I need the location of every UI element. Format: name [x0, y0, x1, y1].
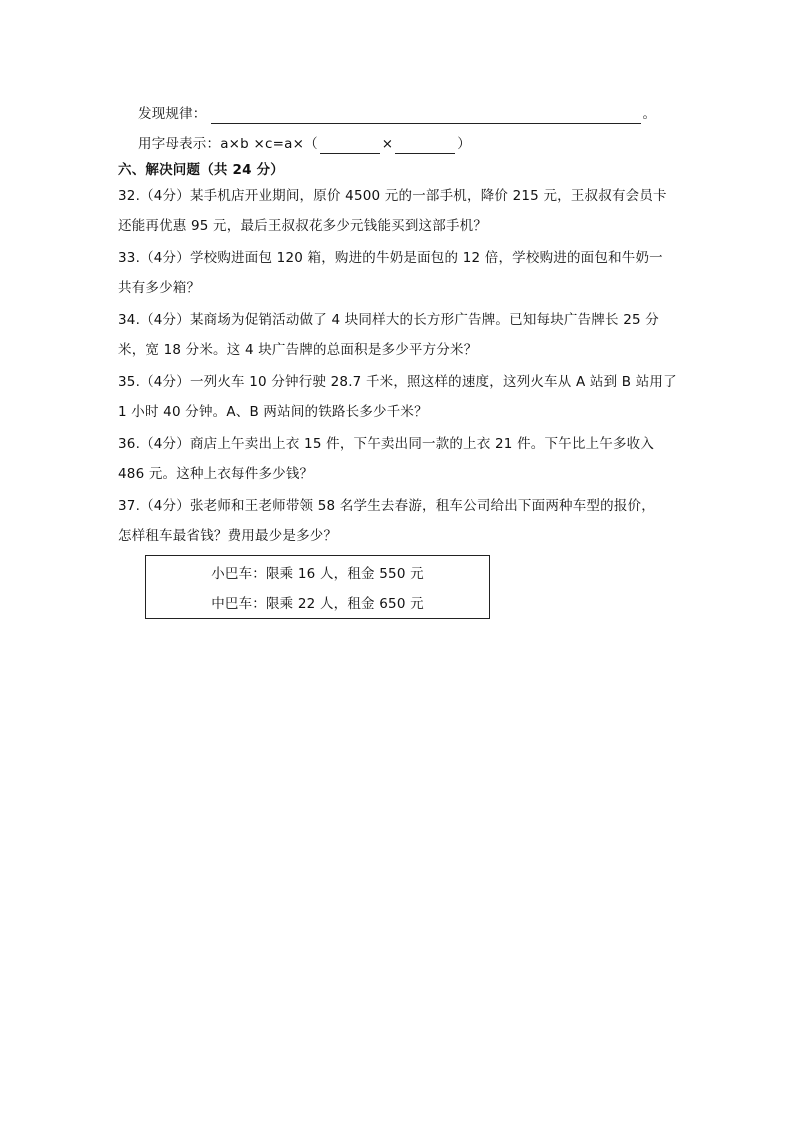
- rule-answer-line: [138, 104, 656, 124]
- question-32-line1: 32.（4分）某手机店开业期间，原价 4500 元的一部手机，降价 215 元，王叔叔有会员卡: [118, 188, 667, 204]
- question-32-line2: 还能再优惠 95 元，最后王叔叔花多少元钱能买到这部手机？: [118, 218, 488, 234]
- price-row-medium-bus: 中巴车：限乘 22 人，租金 650 元: [211, 596, 424, 612]
- question-33-line1: 33.（4分）学校购进面包 120 箱，购进的牛奶是面包的 12 倍，学校购进的面包和牛奶一: [118, 250, 663, 266]
- question-33-line2: 共有多少箱？: [118, 280, 201, 296]
- question-37-line2: 怎样租车最省钱？费用最少是多少？: [118, 528, 338, 544]
- question-34-line2: 米，宽 18 分米。这 4 块广告牌的总面积是多少平方分米？: [118, 342, 478, 358]
- price-row-small-bus: 小巴车：限乘 16 人，租金 550 元: [211, 566, 424, 582]
- formula-suffix: ）: [457, 136, 471, 152]
- formula-times: ×: [381, 136, 394, 152]
- formula-blank-1[interactable]: [320, 139, 380, 154]
- question-37-line1: 37.（4分）张老师和王老师带领 58 名学生去春游，租车公司给出下面两种车型的报价，: [118, 498, 655, 514]
- rule-label: 发现规律：: [138, 106, 207, 122]
- question-36-line1: 36.（4分）商店上午卖出上衣 15 件，下午卖出同一款的上衣 21 件。下午比上午多收入: [118, 436, 655, 452]
- question-36-line2: 486 元。这种上衣每件多少钱？: [118, 466, 314, 482]
- question-35-line2: 1 小时 40 分钟。A、B 两站间的铁路长多少千米？: [118, 404, 428, 420]
- rule-end-mark: 。: [642, 106, 657, 122]
- price-table: [145, 555, 490, 619]
- question-35-line1: 35.（4分）一列火车 10 分钟行驶 28.7 千米，照这样的速度，这列火车从 A 站到 B 站用了: [118, 374, 677, 390]
- formula-line: [138, 134, 471, 154]
- rule-blank[interactable]: [211, 109, 641, 124]
- question-34-line1: 34.（4分）某商场为促销活动做了 4 块同样大的长方形广告牌。已知每块广告牌长 25 分: [118, 312, 659, 328]
- formula-prefix: 用字母表示：a×b ×c=a×（: [138, 136, 318, 152]
- section-title: 六、解决问题（共 24 分）: [118, 162, 284, 178]
- formula-blank-2[interactable]: [395, 139, 455, 154]
